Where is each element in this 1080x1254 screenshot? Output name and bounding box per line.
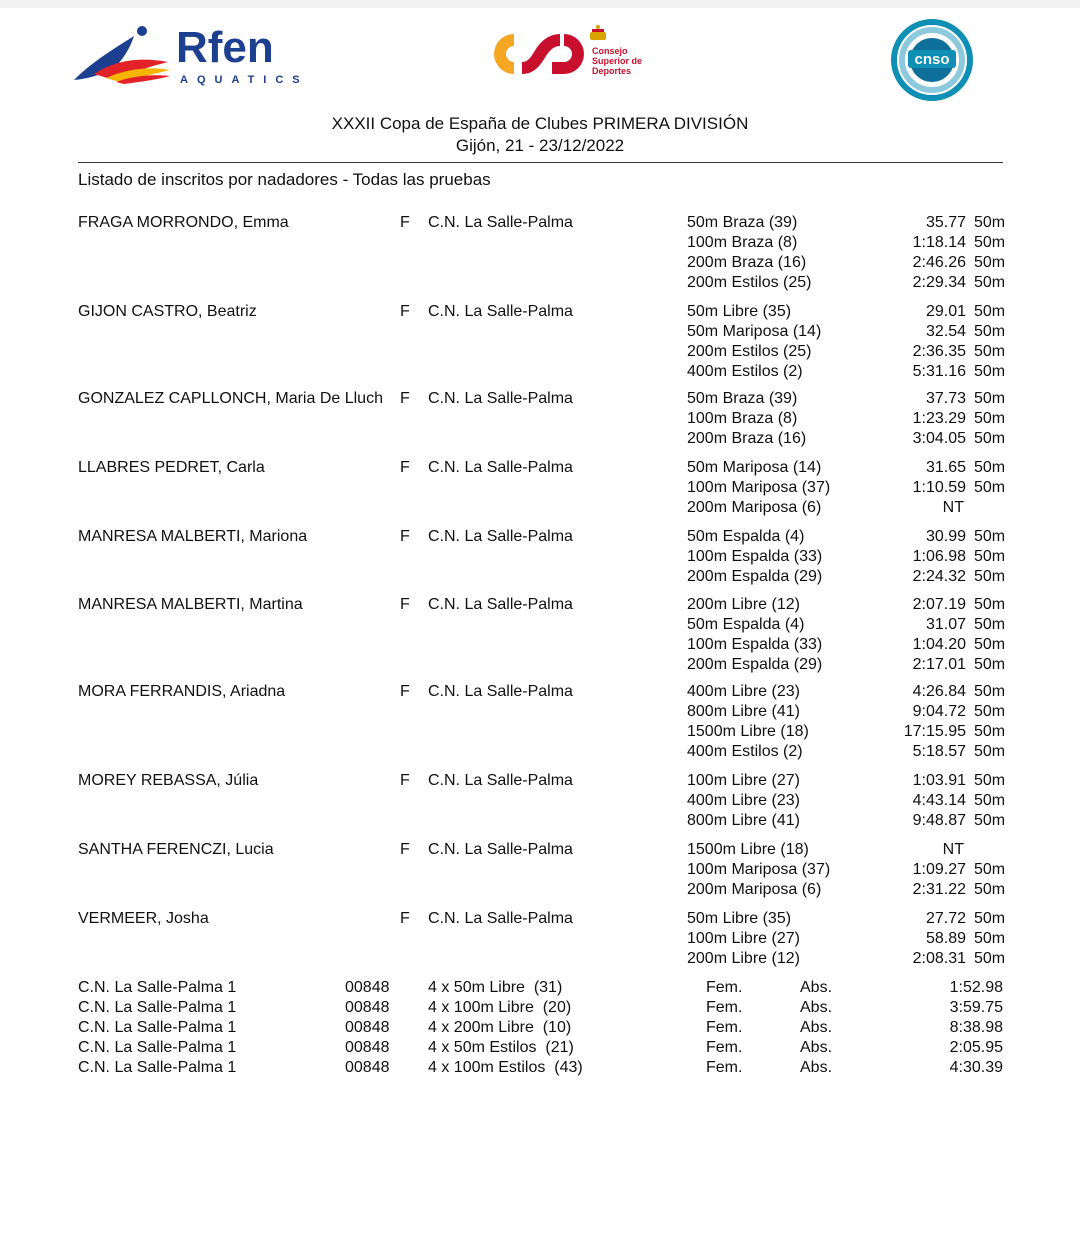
event-pool: 50m xyxy=(974,303,1006,320)
event-name: 200m Libre (12) xyxy=(687,596,800,613)
swimmer-name: SANTHA FERENCZI, Lucia xyxy=(78,841,274,858)
swimmer-club: C.N. La Salle-Palma xyxy=(428,214,573,231)
relay-time: 1:52.98 xyxy=(949,979,1003,996)
event-time: 1:23.29 xyxy=(912,410,966,427)
swimmer-club: C.N. La Salle-Palma xyxy=(428,459,573,476)
event-time: 2:46.26 xyxy=(912,254,966,271)
page-title: XXXII Copa de España de Clubes PRIMERA DIVISIÓN xyxy=(331,114,749,133)
relay-time: 8:38.98 xyxy=(949,1019,1003,1036)
event-name: 400m Libre (23) xyxy=(687,683,800,700)
relay-category: Abs. xyxy=(800,999,833,1016)
event-row xyxy=(0,596,1080,616)
swimmer-club: C.N. La Salle-Palma xyxy=(428,910,573,927)
event-name: 100m Espalda (33) xyxy=(687,548,823,565)
event-time: 9:04.72 xyxy=(912,703,966,720)
swimmer-club: C.N. La Salle-Palma xyxy=(428,772,573,789)
event-row xyxy=(0,363,1080,383)
event-time: 32.54 xyxy=(925,323,966,340)
event-pool: 50m xyxy=(974,459,1006,476)
event-name: 800m Libre (41) xyxy=(687,812,800,829)
event-name: 100m Espalda (33) xyxy=(687,636,823,653)
event-name: 200m Mariposa (6) xyxy=(687,881,822,898)
relay-code: 00848 xyxy=(345,1039,390,1056)
rfen-logo-text: Rfen xyxy=(176,23,274,72)
event-pool: 50m xyxy=(974,812,1006,829)
swimmer-sex: F xyxy=(400,596,410,613)
csd-logo xyxy=(486,24,656,84)
relay-club: C.N. La Salle-Palma 1 xyxy=(78,1019,237,1036)
event-row xyxy=(0,548,1080,568)
event-name: 100m Libre (27) xyxy=(687,772,800,789)
event-pool: 50m xyxy=(974,616,1006,633)
relay-time: 3:59.75 xyxy=(949,999,1003,1016)
event-row xyxy=(0,479,1080,499)
relay-event: 4 x 100m Estilos (43) xyxy=(428,1059,583,1076)
event-row xyxy=(0,274,1080,294)
event-row xyxy=(0,812,1080,832)
relay-category: Abs. xyxy=(800,1039,833,1056)
event-time: 29.01 xyxy=(925,303,966,320)
event-row xyxy=(0,214,1080,234)
event-row xyxy=(0,636,1080,656)
relay-row xyxy=(0,999,1080,1019)
event-time: 1:06.98 xyxy=(912,548,966,565)
event-name: 100m Mariposa (37) xyxy=(687,479,831,496)
event-pool: 50m xyxy=(974,636,1006,653)
relay-club: C.N. La Salle-Palma 1 xyxy=(78,999,237,1016)
event-time: 1:10.59 xyxy=(912,479,966,496)
event-name: 1500m Libre (18) xyxy=(687,723,809,740)
event-row xyxy=(0,861,1080,881)
event-time: 2:17.01 xyxy=(912,656,966,673)
event-name: 50m Mariposa (14) xyxy=(687,323,822,340)
event-row xyxy=(0,930,1080,950)
relay-code: 00848 xyxy=(345,1059,390,1076)
event-time: 4:26.84 xyxy=(912,683,966,700)
event-time: 2:24.32 xyxy=(912,568,966,585)
event-pool: 50m xyxy=(974,274,1006,291)
swimmer-sex: F xyxy=(400,459,410,476)
event-name: 50m Braza (39) xyxy=(687,214,798,231)
relay-event: 4 x 50m Estilos (21) xyxy=(428,1039,574,1056)
event-name: 400m Libre (23) xyxy=(687,792,800,809)
event-name: 100m Braza (8) xyxy=(687,234,798,251)
event-name: 50m Mariposa (14) xyxy=(687,459,822,476)
event-pool: 50m xyxy=(974,430,1006,447)
rfen-logo xyxy=(72,22,302,88)
event-name: 200m Braza (16) xyxy=(687,430,807,447)
swimmer-sex: F xyxy=(400,528,410,545)
relay-category: Abs. xyxy=(800,1059,833,1076)
csd-logo-text: Consejo Superior de Deportes xyxy=(592,46,643,76)
top-band xyxy=(0,0,1080,8)
event-name: 1500m Libre (18) xyxy=(687,841,809,858)
event-row xyxy=(0,410,1080,430)
swimmer-sex: F xyxy=(400,390,410,407)
swimmer-sex: F xyxy=(400,214,410,231)
event-time: 2:29.34 xyxy=(912,274,966,291)
rfen-logo-subtext: AQUATICS xyxy=(180,74,302,86)
event-pool: 50m xyxy=(974,528,1006,545)
event-pool: 50m xyxy=(974,363,1006,380)
event-time: 2:31.22 xyxy=(912,881,966,898)
event-pool: 50m xyxy=(974,792,1006,809)
relay-row xyxy=(0,1059,1080,1079)
event-pool: 50m xyxy=(974,479,1006,496)
event-name: 100m Libre (27) xyxy=(687,930,800,947)
event-pool: 50m xyxy=(974,950,1006,967)
event-name: 50m Braza (39) xyxy=(687,390,798,407)
swimmer-name: GONZALEZ CAPLLONCH, Maria De Lluch xyxy=(78,390,383,407)
event-row xyxy=(0,390,1080,410)
event-name: 200m Espalda (29) xyxy=(687,656,823,673)
relay-code: 00848 xyxy=(345,999,390,1016)
event-pool: 50m xyxy=(974,910,1006,927)
event-row xyxy=(0,568,1080,588)
swimmer-name: FRAGA MORRONDO, Emma xyxy=(78,214,289,231)
event-row xyxy=(0,499,1080,519)
swimmer-sex: F xyxy=(400,303,410,320)
swimmer-name: MOREY REBASSA, Júlia xyxy=(78,772,259,789)
swimmer-name: MORA FERRANDIS, Ariadna xyxy=(78,683,286,700)
event-pool: 50m xyxy=(974,930,1006,947)
event-pool: 50m xyxy=(974,568,1006,585)
event-time: 5:18.57 xyxy=(912,743,966,760)
event-row xyxy=(0,881,1080,901)
event-row xyxy=(0,792,1080,812)
event-name: 800m Libre (41) xyxy=(687,703,800,720)
relay-row xyxy=(0,1019,1080,1039)
event-row xyxy=(0,303,1080,323)
event-pool: 50m xyxy=(974,772,1006,789)
event-time: 3:04.05 xyxy=(912,430,966,447)
event-pool: 50m xyxy=(974,234,1006,251)
event-time: 31.65 xyxy=(925,459,966,476)
event-pool: 50m xyxy=(974,548,1006,565)
event-time: 2:08.31 xyxy=(912,950,966,967)
swimmer-sex: F xyxy=(400,683,410,700)
event-name: 50m Espalda (4) xyxy=(687,616,805,633)
event-name: 200m Estilos (25) xyxy=(687,274,812,291)
header-divider xyxy=(78,162,1003,163)
swimmer-club: C.N. La Salle-Palma xyxy=(428,390,573,407)
event-time: 37.73 xyxy=(925,390,966,407)
relay-event: 4 x 50m Libre (31) xyxy=(428,979,563,996)
swimmer-name: MANRESA MALBERTI, Martina xyxy=(78,596,303,613)
event-name: 50m Libre (35) xyxy=(687,303,792,320)
relay-row xyxy=(0,979,1080,999)
event-name: 100m Braza (8) xyxy=(687,410,798,427)
event-time: 1:03.91 xyxy=(912,772,966,789)
event-row xyxy=(0,528,1080,548)
swimmer-name: GIJON CASTRO, Beatriz xyxy=(78,303,257,320)
relay-gender: Fem. xyxy=(706,1019,743,1036)
event-time: 35.77 xyxy=(925,214,966,231)
swimmer-name: MANRESA MALBERTI, Mariona xyxy=(78,528,308,545)
event-time: NT xyxy=(942,499,964,516)
relay-time: 4:30.39 xyxy=(949,1059,1003,1076)
relay-event: 4 x 200m Libre (10) xyxy=(428,1019,572,1036)
relay-row xyxy=(0,1039,1080,1059)
swimmer-club: C.N. La Salle-Palma xyxy=(428,596,573,613)
event-row xyxy=(0,459,1080,479)
event-time: 17:15.95 xyxy=(903,723,966,740)
page-subtitle-date: Gijón, 21 - 23/12/2022 xyxy=(455,136,625,155)
event-row xyxy=(0,841,1080,861)
event-pool: 50m xyxy=(974,410,1006,427)
event-name: 50m Libre (35) xyxy=(687,910,792,927)
relay-code: 00848 xyxy=(345,979,390,996)
event-row xyxy=(0,683,1080,703)
event-pool: 50m xyxy=(974,596,1006,613)
relay-gender: Fem. xyxy=(706,1059,743,1076)
swimmer-sex: F xyxy=(400,910,410,927)
swimmer-club: C.N. La Salle-Palma xyxy=(428,841,573,858)
event-row xyxy=(0,616,1080,636)
cnso-logo-text: cnso xyxy=(914,51,950,68)
event-name: 400m Estilos (2) xyxy=(687,743,803,760)
event-row xyxy=(0,323,1080,343)
event-pool: 50m xyxy=(974,656,1006,673)
event-name: 200m Espalda (29) xyxy=(687,568,823,585)
crown-icon xyxy=(590,25,606,40)
event-time: 5:31.16 xyxy=(912,363,966,380)
event-time: 4:43.14 xyxy=(912,792,966,809)
event-time: 2:07.19 xyxy=(912,596,966,613)
event-name: 200m Estilos (25) xyxy=(687,343,812,360)
event-pool: 50m xyxy=(974,343,1006,360)
event-row xyxy=(0,743,1080,763)
relay-club: C.N. La Salle-Palma 1 xyxy=(78,1059,237,1076)
event-time: NT xyxy=(942,841,964,858)
swimmer-club: C.N. La Salle-Palma xyxy=(428,683,573,700)
relay-club: C.N. La Salle-Palma 1 xyxy=(78,1039,237,1056)
event-row xyxy=(0,254,1080,274)
rfen-swimmer-icon xyxy=(72,22,302,88)
relay-code: 00848 xyxy=(345,1019,390,1036)
event-name: 200m Braza (16) xyxy=(687,254,807,271)
event-pool: 50m xyxy=(974,723,1006,740)
event-pool: 50m xyxy=(974,254,1006,271)
event-row xyxy=(0,234,1080,254)
relay-category: Abs. xyxy=(800,1019,833,1036)
event-name: 100m Mariposa (37) xyxy=(687,861,831,878)
cnso-logo xyxy=(890,18,974,102)
event-pool: 50m xyxy=(974,881,1006,898)
event-time: 1:18.14 xyxy=(912,234,966,251)
swimmer-club: C.N. La Salle-Palma xyxy=(428,303,573,320)
event-time: 27.72 xyxy=(925,910,966,927)
event-row xyxy=(0,656,1080,676)
swimmer-club: C.N. La Salle-Palma xyxy=(428,528,573,545)
relay-event: 4 x 100m Libre (20) xyxy=(428,999,572,1016)
event-time: 31.07 xyxy=(925,616,966,633)
event-time: 58.89 xyxy=(925,930,966,947)
relay-club: C.N. La Salle-Palma 1 xyxy=(78,979,237,996)
cnso-lifebuoy-icon xyxy=(890,18,974,102)
event-name: 50m Espalda (4) xyxy=(687,528,805,545)
swimmer-name: LLABRES PEDRET, Carla xyxy=(78,459,265,476)
swimmer-sex: F xyxy=(400,772,410,789)
event-pool: 50m xyxy=(974,390,1006,407)
event-row xyxy=(0,772,1080,792)
swimmer-name: VERMEER, Josha xyxy=(78,910,209,927)
relay-gender: Fem. xyxy=(706,1039,743,1056)
event-pool: 50m xyxy=(974,323,1006,340)
event-name: 200m Mariposa (6) xyxy=(687,499,822,516)
event-time: 30.99 xyxy=(925,528,966,545)
listing-subtitle: Listado de inscritos por nadadores - Todas las pruebas xyxy=(78,170,491,189)
event-pool: 50m xyxy=(974,683,1006,700)
event-row xyxy=(0,723,1080,743)
relay-gender: Fem. xyxy=(706,979,743,996)
event-row xyxy=(0,343,1080,363)
event-time: 9:48.87 xyxy=(912,812,966,829)
event-time: 1:09.27 xyxy=(912,861,966,878)
event-pool: 50m xyxy=(974,861,1006,878)
event-row xyxy=(0,430,1080,450)
relay-gender: Fem. xyxy=(706,999,743,1016)
event-pool: 50m xyxy=(974,743,1006,760)
event-pool: 50m xyxy=(974,214,1006,231)
swimmer-sex: F xyxy=(400,841,410,858)
event-name: 200m Libre (12) xyxy=(687,950,800,967)
event-row xyxy=(0,950,1080,970)
relay-time: 2:05.95 xyxy=(949,1039,1003,1056)
event-name: 400m Estilos (2) xyxy=(687,363,803,380)
event-row xyxy=(0,910,1080,930)
relay-category: Abs. xyxy=(800,979,833,996)
event-time: 2:36.35 xyxy=(912,343,966,360)
event-pool: 50m xyxy=(974,703,1006,720)
event-time: 1:04.20 xyxy=(912,636,966,653)
event-row xyxy=(0,703,1080,723)
